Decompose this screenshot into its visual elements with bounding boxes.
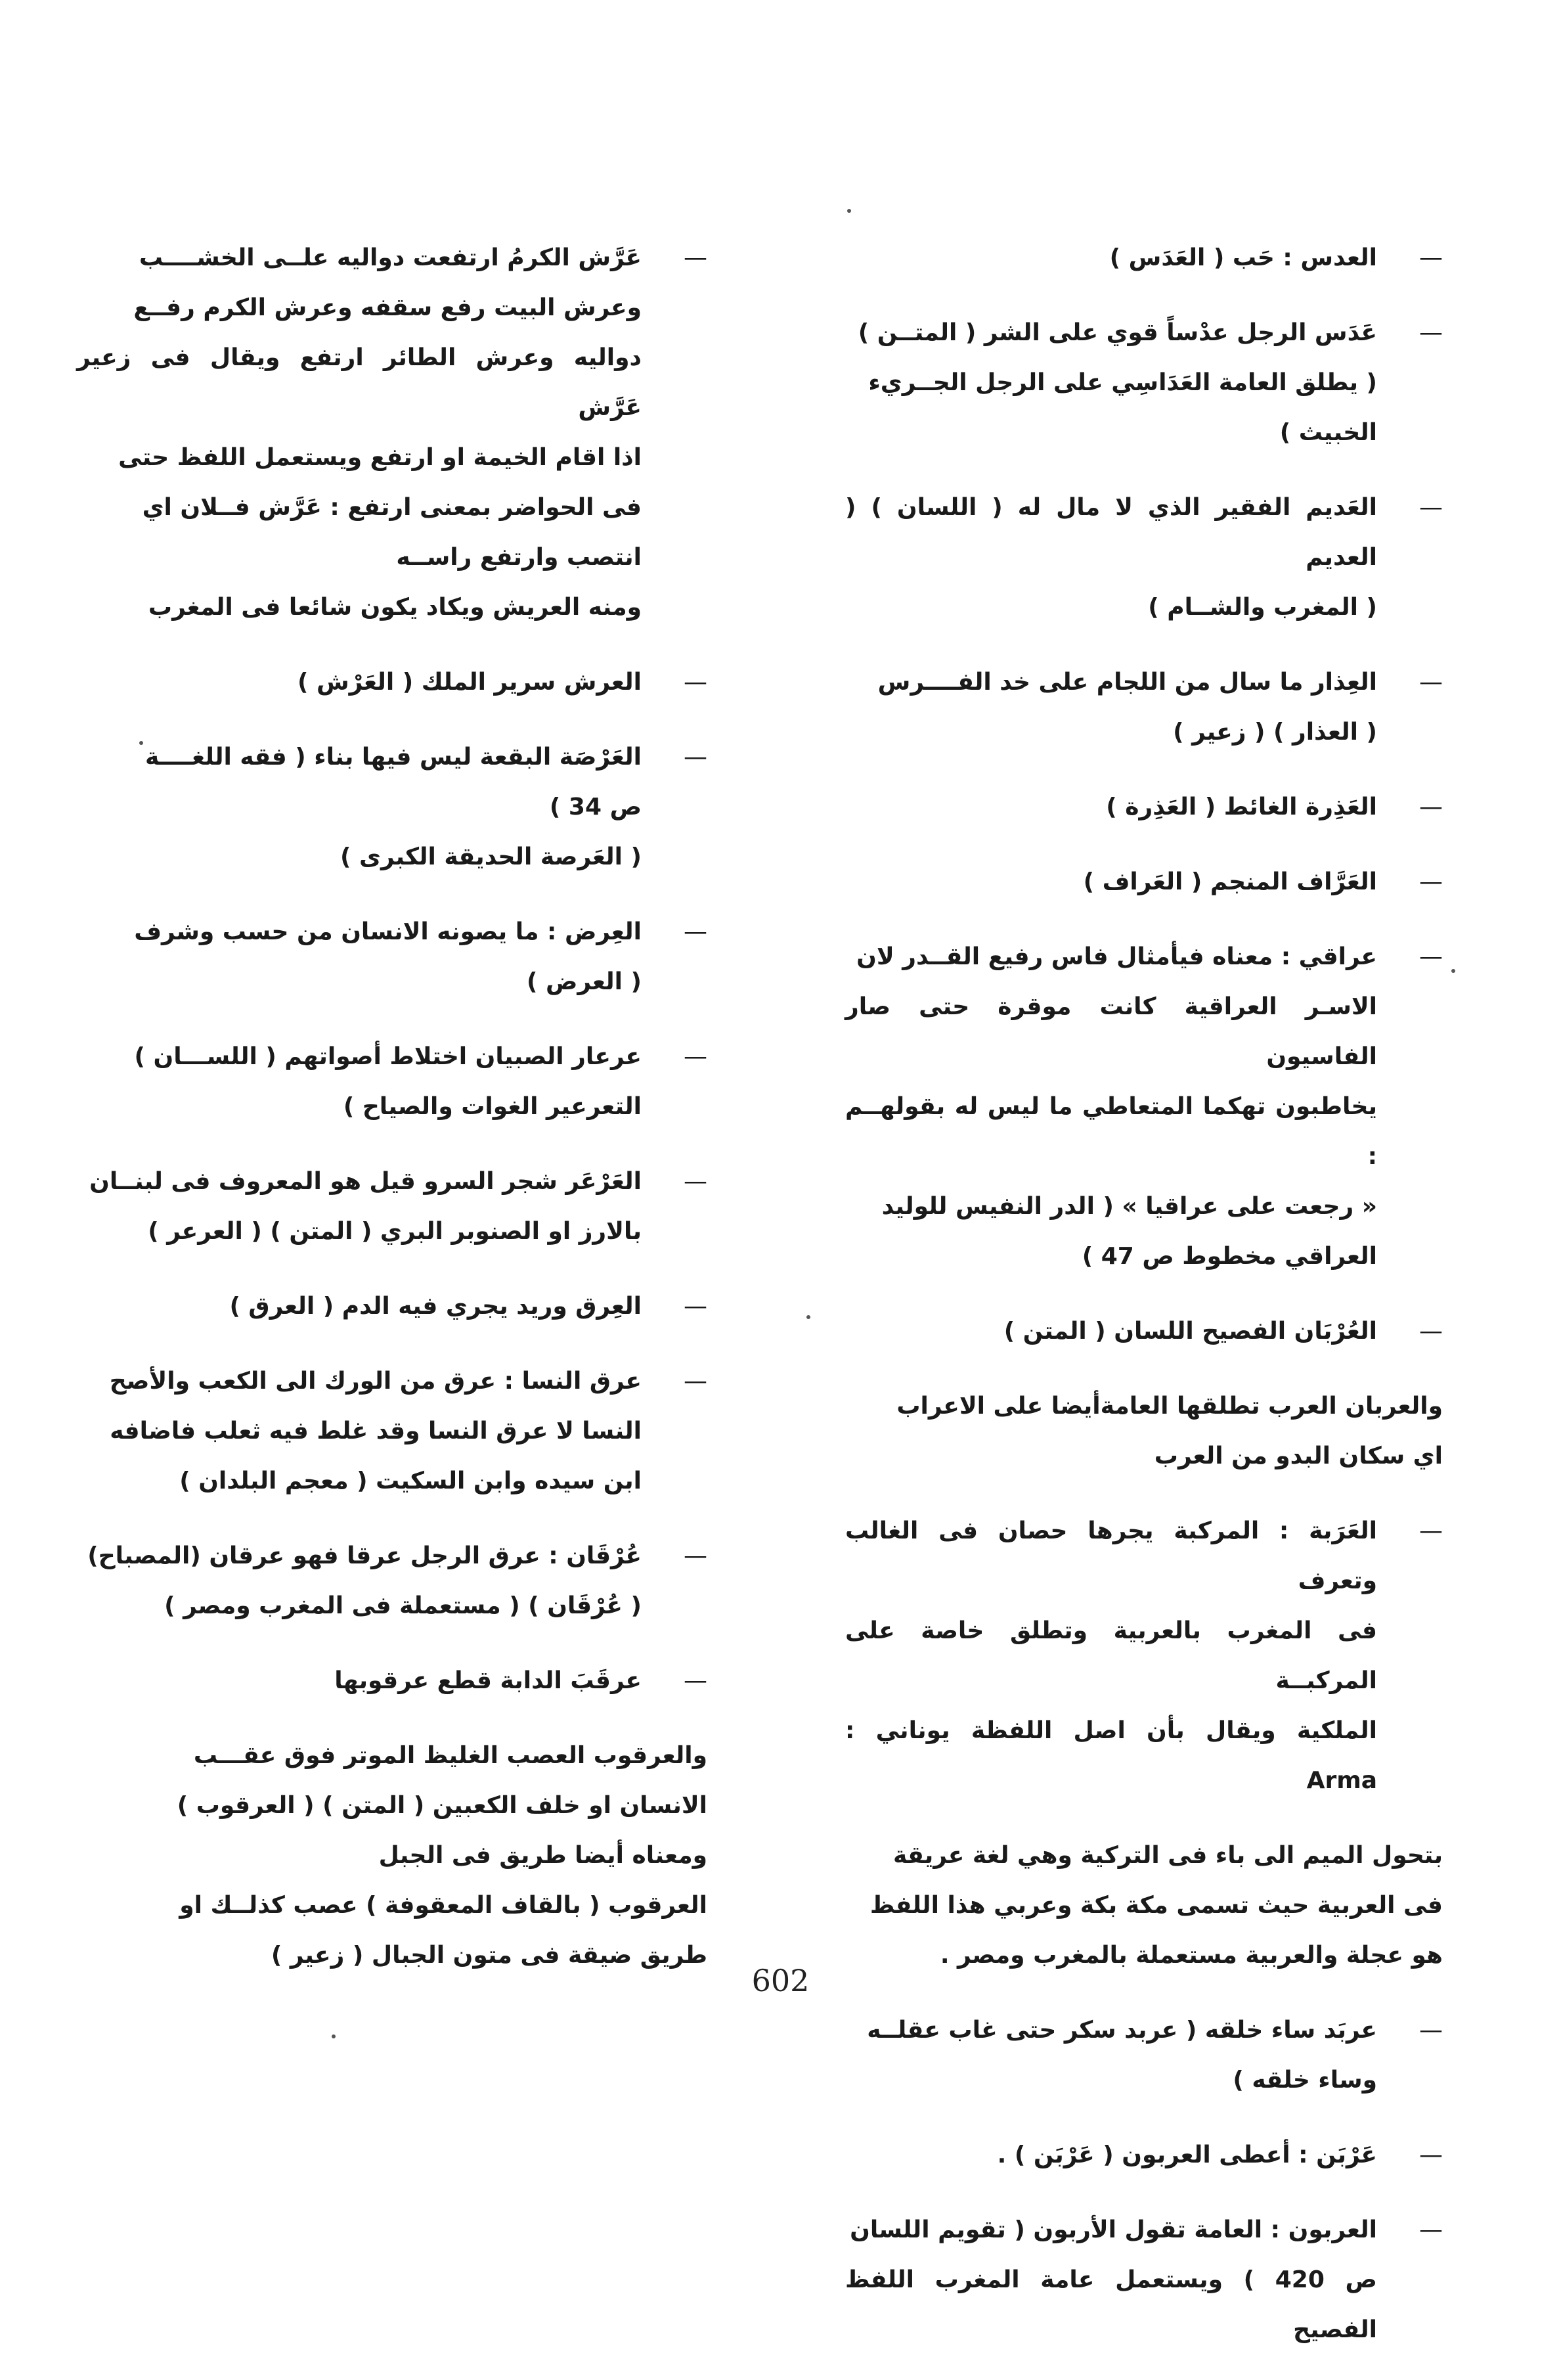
dictionary-entry: [77, 732, 707, 882]
entry-dash: —: [684, 669, 707, 696]
text-line: ابن سيده وابن السكيت ( معجم البلدان ): [179, 1468, 642, 1494]
text-line: وساء خلقه ): [1233, 2067, 1377, 2094]
text-line: العَرَبة : المركبة يجرها حصان فى الغالب وتعرف: [845, 1517, 1377, 1594]
text-line: العَرَّاف المنجم ( العَراف ): [1083, 868, 1377, 895]
entry-dash: —: [1419, 794, 1443, 820]
dictionary-entry: [845, 1506, 1443, 1806]
text-line: ومنه العريش ويكاد يكون شائعا فى المغرب: [148, 594, 642, 621]
entry-dash: —: [1419, 494, 1443, 521]
text-line: العَديم الفقير الذي لا مال له ( اللسان ) ( العديم: [845, 494, 1377, 571]
text-line: « رجعت على عراقيا » ( الدر النفيس للوليد: [881, 1193, 1377, 1220]
text-line: عُرْقَان : عرق الرجل عرقا فهو عرقان (المصباح): [87, 1542, 642, 1569]
text-line: النسا لا عرق النسا وقد غلط فيه ثعلب فاضافه: [110, 1418, 642, 1445]
text-line: ومعناه أيضا طريق فى الجبل: [378, 1842, 707, 1869]
entry-dash: —: [684, 1368, 707, 1395]
text-line: العَرْعَر شجر السرو قيل هو المعروف فى لبنــان: [89, 1168, 642, 1195]
dictionary-entry: [845, 2130, 1443, 2180]
entry-continuation: [845, 1831, 1443, 1981]
text-line: العراقي مخطوط ص 47 ): [1082, 1243, 1377, 1270]
entry-dash: —: [1419, 1318, 1443, 1345]
entry-dash: —: [684, 1043, 707, 1070]
entry-continuation: [845, 1381, 1443, 1481]
entry-dash: —: [1419, 2142, 1443, 2168]
dictionary-entry: [845, 932, 1443, 1282]
text-line: العَذِرة الغائط ( العَذِرة ): [1106, 794, 1377, 820]
dictionary-entry: [845, 658, 1443, 757]
text-line: عَرَّش الكرمُ ارتفعت دواليه علــى الخشــــب: [139, 244, 642, 271]
text-line: اذا اقام الخيمة او ارتفع ويستعمل اللفظ حتى: [118, 444, 642, 471]
text-line: بتحول الميم الى باء فى التركية وهي لغة عريقة: [893, 1842, 1443, 1869]
dictionary-entry: [77, 233, 707, 633]
entry-dash: —: [684, 244, 707, 271]
text-line: ص 34 ): [549, 794, 642, 820]
right-column: [845, 233, 1443, 2380]
scan-speck: [332, 2034, 336, 2038]
text-line: والعربان العرب تطلقها العامةأيضا على الاعراب: [896, 1393, 1443, 1420]
entry-dash: —: [1419, 2216, 1443, 2243]
text-line: وعرش البيت رفع سقفه وعرش الكرم رفــع: [133, 294, 642, 321]
dictionary-entry: [77, 658, 707, 707]
text-line: العُرْبَان الفصيح اللسان ( المتن ): [1003, 1318, 1377, 1345]
text-line: العِذار ما سال من اللجام على خد الفــــرس: [877, 669, 1377, 696]
text-line: والعرقوب العصب الغليظ الموتر فوق عقـــب: [193, 1742, 707, 1769]
text-line: بالارز او الصنوبر البري ( المتن ) ( العرعر ): [148, 1218, 642, 1245]
dictionary-entry: [845, 2006, 1443, 2105]
dictionary-entry: [845, 2205, 1443, 2355]
text-line: ( المغرب والشــام ): [1148, 594, 1377, 621]
entry-dash: —: [1419, 244, 1443, 271]
dictionary-entry: [77, 1656, 707, 1706]
entry-dash: —: [1419, 943, 1443, 970]
entry-dash: —: [684, 744, 707, 771]
text-line: ( العرض ): [527, 968, 642, 995]
scan-speck: [1451, 969, 1455, 973]
dictionary-entry: [845, 233, 1443, 283]
dictionary-entry: [77, 1032, 707, 1132]
text-line: فى المغرب بالعربية وتطلق خاصة على المركبــة: [845, 1617, 1377, 1694]
left-column: [77, 233, 707, 2006]
page-number: 602: [751, 1963, 810, 1998]
dictionary-entry: [77, 1357, 707, 1506]
dictionary-entry: [845, 1307, 1443, 1357]
text-line: دواليه وعرش الطائر ارتفع ويقال فى زعير عَرَّش: [77, 344, 642, 421]
text-line: انتصب وارتفع راســه: [396, 544, 642, 571]
dictionary-entry: [77, 1531, 707, 1631]
dictionary-entry: [845, 483, 1443, 633]
text-line: ( عُرْقَان ) ( مستعملة فى المغرب ومصر ): [164, 1592, 642, 1619]
text-line: عَدَس الرجل عدْساً قوي على الشر ( المتــن ): [858, 319, 1377, 346]
entry-dash: —: [1419, 669, 1443, 696]
text-line: ( يطلق العامة العَدَاسِي على الرجل الجــريء: [868, 369, 1377, 396]
entry-dash: —: [684, 1168, 707, 1195]
text-line: ص 420 ) ويستعمل عامة المغرب اللفظ الفصيح: [845, 2266, 1377, 2343]
text-line: ( العَرصة الحديقة الكبرى ): [340, 843, 642, 870]
text-line: العِرض : ما يصونه الانسان من حسب وشرف: [134, 918, 642, 945]
text-line: العرقوب ( بالقاف المعقوفة ) عصب كذلــك او: [179, 1892, 707, 1919]
text-line: العربون : العامة تقول الأربون ( تقويم اللسان: [850, 2216, 1377, 2243]
text-line: العَرْصَة البقعة ليس فيها بناء ( فقه اللغــــة: [144, 744, 642, 771]
entry-dash: —: [684, 1293, 707, 1320]
entry-dash: —: [684, 918, 707, 945]
entry-dash: —: [1419, 319, 1443, 346]
text-line: العِرق وريد يجري فيه الدم ( العرق ): [229, 1293, 642, 1320]
entry-continuation: [77, 1731, 707, 1981]
text-line: الاسـر العراقية كانت موقرة حتى صار الفاسيون: [845, 993, 1377, 1070]
text-line: التعرعير الغوات والصياح ): [343, 1093, 642, 1120]
text-line: طريق ضيقة فى متون الجبال ( زعير ): [271, 1942, 707, 1969]
text-line: عَرْبَن : أعطى العربون ( عَرْبَن ) .: [997, 2142, 1377, 2168]
entry-dash: —: [684, 1542, 707, 1569]
scan-speck: [139, 741, 143, 745]
scan-speck: [806, 1315, 810, 1319]
text-line: فى الحواضر بمعنى ارتفع : عَرَّش فــلان اي: [142, 494, 642, 521]
dictionary-entry: [845, 782, 1443, 832]
text-line: الملكية ويقال بأن اصل اللفظة يوناني : Arma: [845, 1717, 1377, 1794]
text-line: الخبيث ): [1279, 419, 1377, 446]
text-line: العرش سرير الملك ( العَرْش ): [297, 669, 642, 696]
dictionary-entry: [845, 857, 1443, 907]
entry-dash: —: [684, 1667, 707, 1694]
text-line: عرقَبَ الدابة قطع عرقوبها: [334, 1667, 642, 1694]
dictionary-entry: [77, 1157, 707, 1257]
text-line: فى العربية حيث تسمى مكة بكة وعربي هذا اللفظ: [869, 1892, 1443, 1919]
text-line: ( العذار ) ( زعير ): [1173, 719, 1377, 746]
text-line: عربَد ساء خلقه ( عربد سكر حتى غاب عقلــه: [867, 2017, 1377, 2044]
text-line: يخاطبون تهكما المتعاطي ما ليس له بقولهــم :: [845, 1093, 1377, 1170]
dictionary-entry: [77, 1282, 707, 1332]
text-line: اي سكان البدو من العرب: [1154, 1443, 1443, 1470]
text-line: الانسان او خلف الكعبين ( المتن ) ( العرقوب ): [177, 1792, 707, 1819]
text-line: عرعار الصبيان اختلاط أصواتهم ( اللســـان ): [134, 1043, 642, 1070]
dictionary-entry: [77, 907, 707, 1007]
text-line: عرق النسا : عرق من الورك الى الكعب والأصح: [109, 1368, 642, 1395]
entry-dash: —: [1419, 2017, 1443, 2044]
text-line: عراقي : معناه فيأمثال فاس رفيع القــدر لان: [856, 943, 1377, 970]
dictionary-entry: [845, 308, 1443, 458]
scan-speck: [847, 209, 851, 213]
entry-dash: —: [1419, 868, 1443, 895]
entry-dash: —: [1419, 1517, 1443, 1544]
text-line: هو عجلة والعربية مستعملة بالمغرب ومصر .: [940, 1942, 1443, 1969]
text-line: العدس : حَب ( العَدَس ): [1109, 244, 1377, 271]
